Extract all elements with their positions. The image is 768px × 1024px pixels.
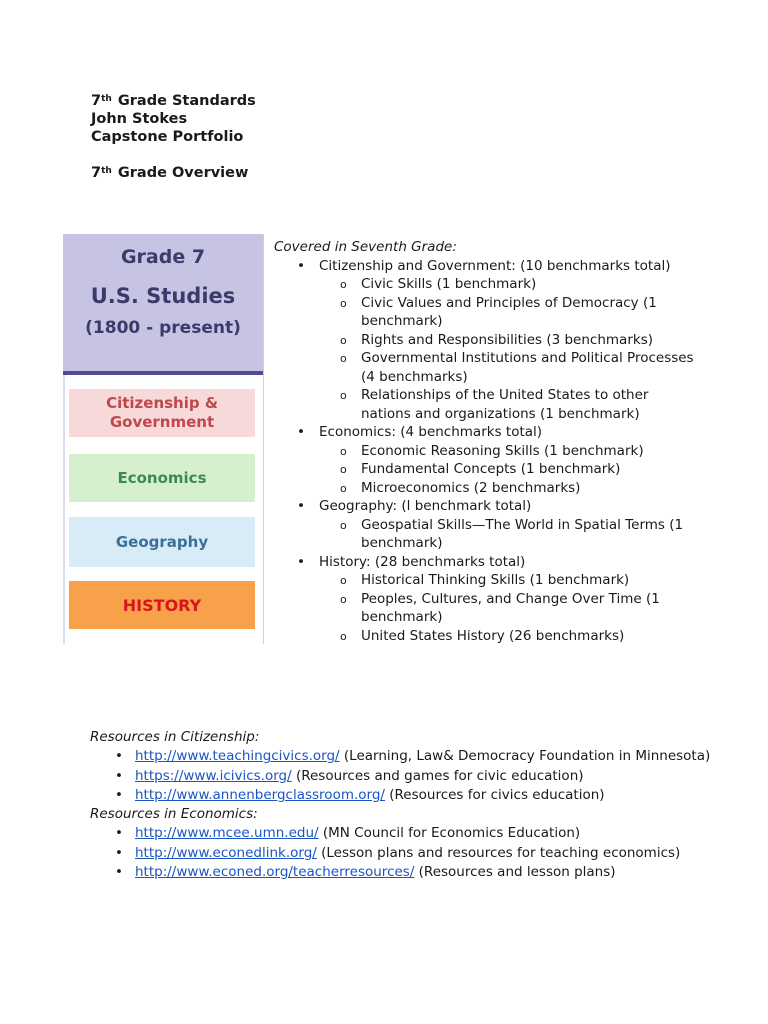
resource-item [90, 824, 730, 843]
resource-item [90, 786, 730, 805]
subtopic-list [319, 275, 694, 423]
subtopic-item: o Civic Values and Principles of Democracy (1 benchmark) [319, 294, 694, 331]
subtopic-item: o Civic Skills (1 benchmark) [319, 275, 694, 294]
citizenship-resource-list [90, 747, 730, 805]
topic-label: • Citizenship and Government: (10 benchmarks total) [319, 257, 694, 276]
subtopic-item: o Rights and Responsibilities (3 benchmarks) [319, 331, 694, 350]
resource-item [90, 844, 730, 863]
resources-section [90, 728, 730, 882]
graphic-period-label: (1800 - present) [85, 318, 241, 338]
subtopic-item: o Relationships of the United States to other nations and organizations (1 benchmark) [319, 386, 694, 423]
topic-item [274, 553, 694, 646]
subtopic-item: o Microeconomics (2 benchmarks) [319, 479, 694, 498]
resource-description: (MN Council for Economics Education) [318, 825, 581, 842]
topic-label: • Economics: (4 benchmarks total) [319, 423, 694, 442]
covered-section [274, 238, 694, 645]
subtopic-list [319, 571, 694, 645]
resource-description: (Resources for civics education) [384, 786, 605, 803]
graphic-citizenship-box: Citizenship & Government [69, 389, 255, 437]
graphic-side-bar [63, 375, 65, 644]
graphic-grade-label: Grade 7 [120, 246, 206, 268]
economics-resources-heading: Resources in Economics: [90, 806, 258, 823]
resource-description: (Resources and games for civic education) [291, 767, 584, 784]
subtopic-list [319, 442, 694, 498]
resource-description: (Learning, Law& Democracy Foundation in Minnesota) [339, 748, 711, 765]
subtopic-item: o United States History (26 benchmarks) [319, 627, 694, 646]
citizenship-resources-heading: Resources in Citizenship: [90, 729, 260, 745]
topic-list [274, 257, 694, 646]
resource-item [90, 747, 730, 766]
document-header [91, 92, 256, 182]
covered-heading: Covered in Seventh Grade: [274, 239, 457, 255]
subtopic-item: o Economic Reasoning Skills (1 benchmark) [319, 442, 694, 461]
topic-item [274, 423, 694, 497]
author-line: John Stokes [91, 111, 188, 127]
title-line: 7th Grade Standards [91, 93, 256, 109]
resource-item [90, 767, 730, 786]
resource-link[interactable]: http://www.econedlink.org/ [135, 844, 317, 861]
grade7-graphic [63, 234, 264, 644]
topic-item [274, 497, 694, 553]
graphic-title-block [63, 234, 263, 375]
overview-heading: 7th Grade Overview [91, 165, 249, 181]
graphic-geography-box: Geography [69, 517, 255, 567]
topic-item [274, 257, 694, 424]
resource-link[interactable]: https://www.icivics.org/ [135, 767, 292, 784]
subtopic-item: o Peoples, Cultures, and Change Over Time (1 benchmark) [319, 590, 694, 627]
resource-link[interactable]: http://www.annenbergclassroom.org/ [135, 786, 385, 803]
resource-description: (Resources and lesson plans) [414, 864, 616, 881]
resource-link[interactable]: http://www.econed.org/teacherresources/ [135, 864, 415, 881]
topic-label: • Geography: (l benchmark total) [319, 497, 694, 516]
graphic-history-box: HISTORY [69, 581, 255, 629]
subtopic-item: o Governmental Institutions and Political Processes (4 benchmarks) [319, 349, 694, 386]
portfolio-line: Capstone Portfolio [91, 129, 244, 145]
graphic-economics-box: Economics [69, 454, 255, 502]
graphic-course-label: U.S. Studies [90, 284, 236, 308]
subtopic-item: o Fundamental Concepts (1 benchmark) [319, 460, 694, 479]
resource-link[interactable]: http://www.teachingcivics.org/ [135, 748, 340, 765]
resource-description: (Lesson plans and resources for teaching economics) [316, 844, 681, 861]
topic-label: • History: (28 benchmarks total) [319, 553, 694, 572]
subtopic-item: o Historical Thinking Skills (1 benchmark) [319, 571, 694, 590]
economics-resource-list [90, 824, 730, 882]
subtopic-list [319, 516, 694, 553]
resource-link[interactable]: http://www.mcee.umn.edu/ [135, 825, 319, 842]
subtopic-item: o Geospatial Skills—The World in Spatial Terms (1 benchmark) [319, 516, 694, 553]
resource-item [90, 863, 730, 882]
